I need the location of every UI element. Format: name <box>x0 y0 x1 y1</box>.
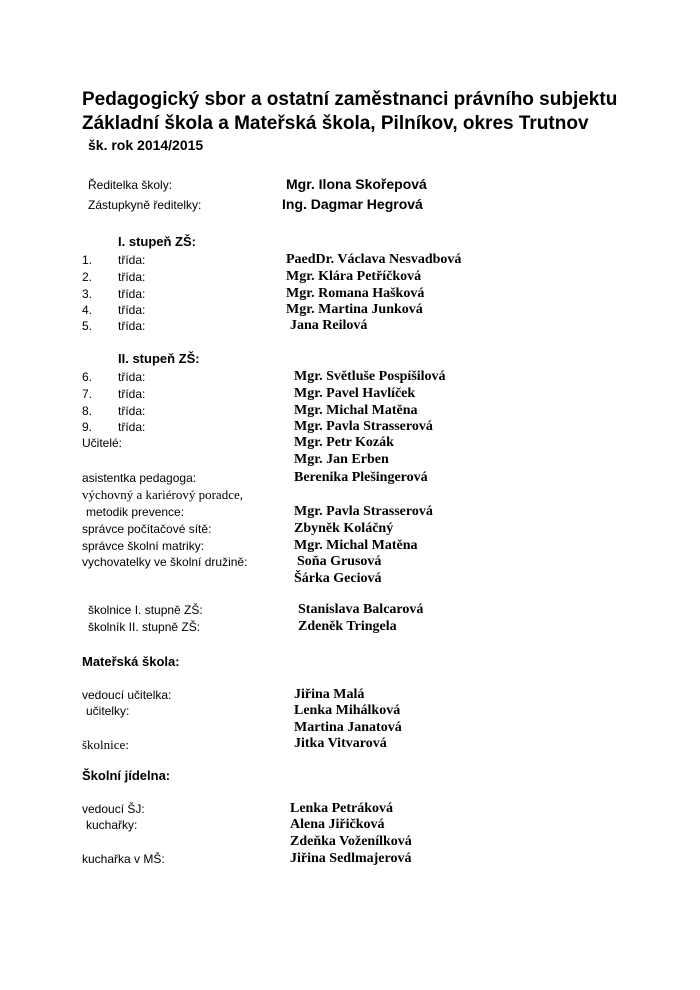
director-label: Ředitelka školy: <box>88 178 173 192</box>
kindergarten-teacher-name: Martina Janatová <box>294 720 402 735</box>
teacher-name: Mgr. Petr Kozák <box>294 435 394 450</box>
class-teacher-name: Jana Reilová <box>290 318 368 333</box>
class-label: třída: <box>118 420 146 434</box>
advisor-label-1: výchovný a kariérový poradce, <box>82 487 243 502</box>
deputy-label: Zástupkyně ředitelky: <box>88 198 202 212</box>
class-label: třída: <box>118 270 146 284</box>
class-label: třída: <box>118 319 146 333</box>
cook-name: Alena Jiřičková <box>290 817 385 832</box>
cooks-label: kuchařky: <box>86 818 138 832</box>
kindergarten-cook-label: kuchařka v MŠ: <box>82 852 165 866</box>
class-number: 8. <box>82 404 93 418</box>
class-number: 1. <box>82 253 93 267</box>
deputy-name: Ing. Dagmar Hegrová <box>282 196 423 212</box>
class-number: 4. <box>82 303 93 317</box>
class-label: třída: <box>118 387 146 401</box>
class-label: třída: <box>118 287 146 301</box>
caretaker1-label: školnice I. stupně ZŠ: <box>88 603 203 617</box>
class-number: 6. <box>82 370 93 384</box>
heading-line-2: Základní škola a Mateřská škola, Pilníkov, okres Trutnov <box>82 113 589 134</box>
stage1-title: I. stupeň ZŠ: <box>118 234 196 249</box>
class-teacher-name: Mgr. Michal Matěna <box>294 403 418 418</box>
club-educator-name: Soňa Grusová <box>297 554 382 569</box>
assistant-label: asistentka pedagoga: <box>82 471 197 485</box>
class-label: třída: <box>118 253 146 267</box>
class-teacher-name: Mgr. Klára Petříčková <box>286 269 422 284</box>
school-year: šk. rok 2014/2015 <box>88 137 204 153</box>
class-teacher-name: Mgr. Světluše Pospíšilová <box>294 369 446 384</box>
class-label: třída: <box>118 303 146 317</box>
kindergarten-teachers-label: učitelky: <box>86 704 130 718</box>
class-label: třída: <box>118 370 146 384</box>
after-school-club-label: vychovatelky ve školní družině: <box>82 555 248 569</box>
cook-name: Zdeňka Voženílková <box>290 834 412 849</box>
network-admin-label: správce počítačové sítě: <box>82 522 212 536</box>
class-teacher-name: Mgr. Pavel Havlíček <box>294 386 416 401</box>
registry-admin-name: Mgr. Michal Matěna <box>294 538 418 553</box>
teacher-name: Mgr. Jan Erben <box>294 452 389 467</box>
class-number: 9. <box>82 420 93 434</box>
canteen-head-name: Lenka Petráková <box>290 801 394 816</box>
canteen-head-label: vedoucí ŠJ: <box>82 802 145 816</box>
caretaker2-name: Zdeněk Tringela <box>298 619 397 634</box>
class-number: 2. <box>82 270 93 284</box>
assistant-name: Berenika Plešingerová <box>294 470 428 485</box>
class-number: 3. <box>82 287 93 301</box>
class-teacher-name: Mgr. Pavla Strasserová <box>294 419 433 434</box>
director-name: Mgr. Ilona Skořepová <box>286 176 427 192</box>
kindergarten-caretaker-name: Jitka Vitvarová <box>294 736 387 751</box>
stage2-title: II. stupeň ZŠ: <box>118 351 200 366</box>
class-teacher-name: PaedDr. Václava Nesvadbová <box>286 252 462 267</box>
kindergarten-teacher-name: Lenka Mihálková <box>294 703 401 718</box>
class-number: 7. <box>82 387 93 401</box>
advisor-label-2: metodik prevence: <box>86 505 185 519</box>
caretaker2-label: školník II. stupně ZŠ: <box>88 620 201 634</box>
class-label: třída: <box>118 404 146 418</box>
teachers-label: Učitelé: <box>82 436 123 450</box>
kindergarten-head-name: Jiřina Malá <box>294 687 365 702</box>
heading-line-1: Pedagogický sbor a ostatní zaměstnanci právního subjektu <box>82 89 618 110</box>
class-number: 5. <box>82 319 93 333</box>
registry-admin-label: správce školní matriky: <box>82 539 205 553</box>
kindergarten-cook-name: Jiřina Sedlmajerová <box>290 851 412 866</box>
network-admin-name: Zbyněk Koláčný <box>294 521 394 536</box>
club-educator-name: Šárka Geciová <box>294 571 382 586</box>
class-teacher-name: Mgr. Romana Hašková <box>286 286 425 301</box>
caretaker1-name: Stanislava Balcarová <box>298 602 424 617</box>
kindergarten-head-label: vedoucí učitelka: <box>82 688 172 702</box>
advisor-name: Mgr. Pavla Strasserová <box>294 504 433 519</box>
kindergarten-caretaker-label: školnice: <box>82 737 129 752</box>
class-teacher-name: Mgr. Martina Junková <box>286 302 423 317</box>
canteen-title: Školní jídelna: <box>82 768 171 783</box>
kindergarten-title: Mateřská škola: <box>82 654 180 669</box>
